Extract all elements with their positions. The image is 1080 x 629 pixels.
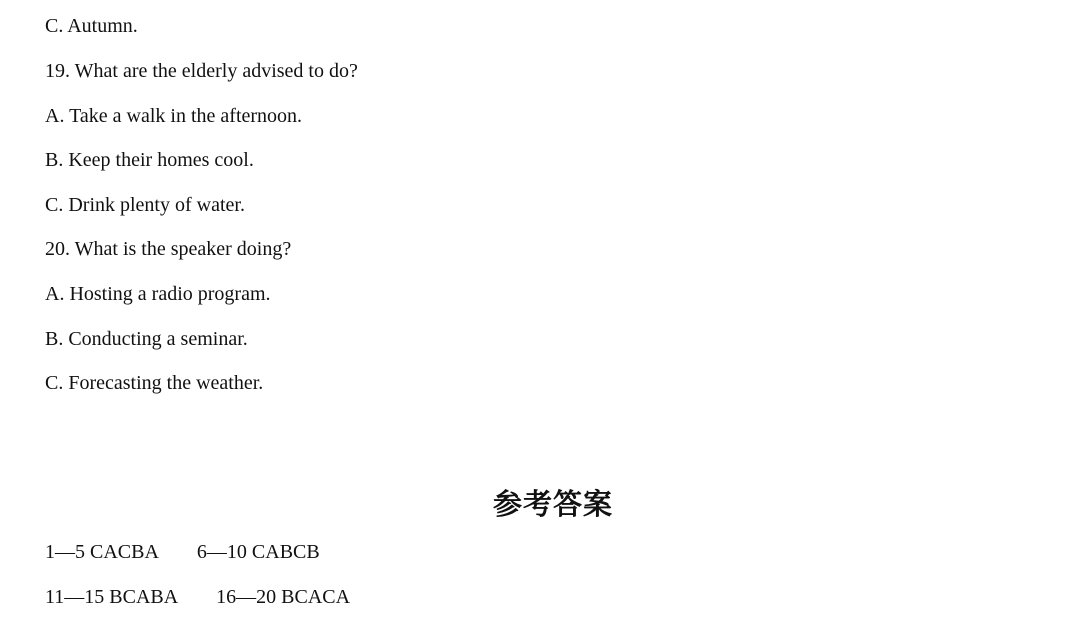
option-20-a: A. Hosting a radio program.: [45, 283, 271, 305]
option-19-b: B. Keep their homes cool.: [45, 149, 254, 171]
question-20: 20. What is the speaker doing?: [45, 238, 292, 260]
question-19: 19. What are the elderly advised to do?: [45, 60, 358, 82]
answer-6-10: 6—10 CABCB: [196, 541, 320, 563]
answer-row-1: [45, 540, 320, 564]
option-c-autumn: C. Autumn.: [45, 15, 138, 37]
answer-row-2: [45, 585, 350, 609]
option-19-a: A. Take a walk in the afternoon.: [45, 105, 303, 127]
answer-11-15: 11—15 BCABA: [45, 586, 179, 608]
option-20-c: C. Forecasting the weather.: [45, 372, 264, 394]
answer-1-5: 1—5 CACBA: [45, 541, 159, 563]
option-19-c: C. Drink plenty of water.: [45, 194, 245, 216]
answer-key-title: 参考答案: [492, 487, 613, 521]
option-20-b: B. Conducting a seminar.: [45, 328, 248, 350]
answer-16-20: 16—20 BCACA: [216, 586, 351, 608]
